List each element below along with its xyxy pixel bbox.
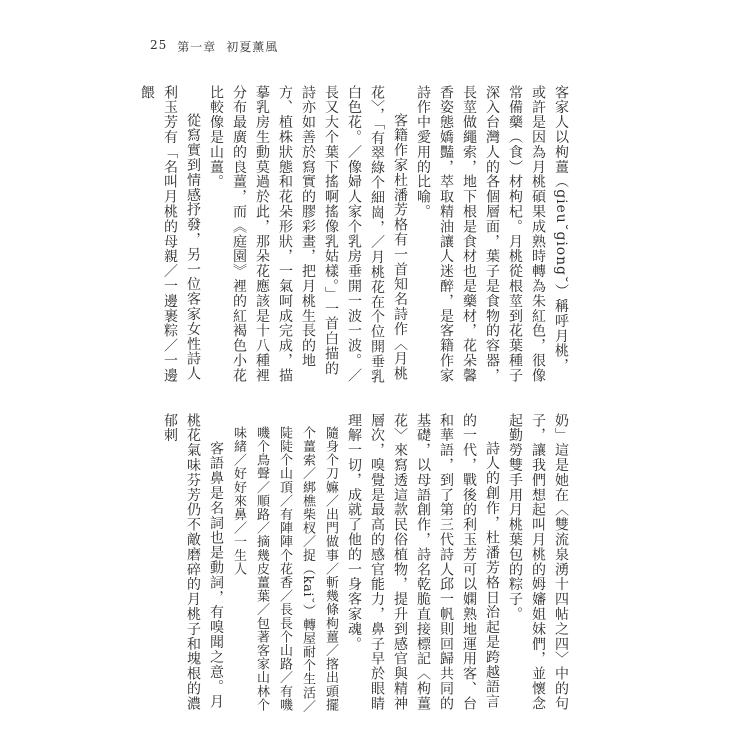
chapter-label: 第一章 [177,40,217,54]
paragraph: 詩人的創作，杜潘芳格日治起是跨越語言的一代，戰後的利玉芳可以嫻熟地運用客、台和華語，到了第三代詩人邱一帆則回歸共同的基礎，以母語創作，詩名乾脆直接標記〈枸薑花〉來寫透這款民俗植物，提升到感官與精神層次，嗅覺是最高的感官能力，鼻子早於眼睛理解一切，成就了他的一身客家魂。 [346,413,500,711]
paragraph: 客語鼻是名詞也是動詞，有嗅聞之意。月桃花氣味芬芳仍不敵磨碎的月桃子和塊根的濃郁刺 [162,413,224,711]
poem-quote: 隨身个刀嫲／出門做事／斬幾條枸薑／揢出頭擺个薑索／綁樵柴杈／捉（kai˘）轉屋耐个生活／陡陡个山頂／有陣陣个花香／長長个山路／有嘰嘰个鳥聲／順路／摘幾皮薑葉／包著客家山林个味緒／好好來鼻／一生人 [231,426,338,714]
chapter-title: 初夏薰風 [226,40,279,54]
bottom-text-block [158,413,572,718]
page-number: 25 [150,38,168,52]
paragraph: 客家人以枸薑（gieu˘giong˘）稱呼月桃，或許是因為月桃碩果成熟時轉為朱紅色，很像常備藥（食）材枸杞。月桃從根莖到花葉種子深入台灣人的各個層面，葉子是食物的容器，長莖做繩索，地下根是食材也是藥材，花朵馨香姿態嬌豔，萃取精油讓人迷醉，是客籍作家詩作中愛用的比喻。 [415,85,569,383]
paragraph: 奶」這是她在〈雙流泉湧十四帖之四〉中的句子，讓我們想起叫月桃的姆嬸姐妹們，並懷念起勤勞雙手用月桃葉包的粽子。 [507,413,569,711]
running-header [150,38,278,55]
paragraph: 從寫實到情感抒發，另一位客家女性詩人利玉芳有「名叫月桃的母親／一邊裹粽／一邊餵 [139,85,201,383]
top-text-block [135,85,572,385]
paragraph: 客籍作家杜潘芳格有一首知名詩作〈月桃花〉，「有翠綠个細崗，／月桃花在个位開垂乳白色花。／像婦人家个乳房垂開一波一波。／長又大个葉下搖啊搖像乳姑樣。」一首白描的詩亦如善於寫實的膠彩畫，把月桃生長的地方、植株狀態和花朵形狀，一氣呵成完成，描摹乳房生動莫過於此，那朵花應該是十八種裡分布最廣的良薑，而《庭園》裡的紅褐色小花比較像是山薑。 [208,85,408,384]
